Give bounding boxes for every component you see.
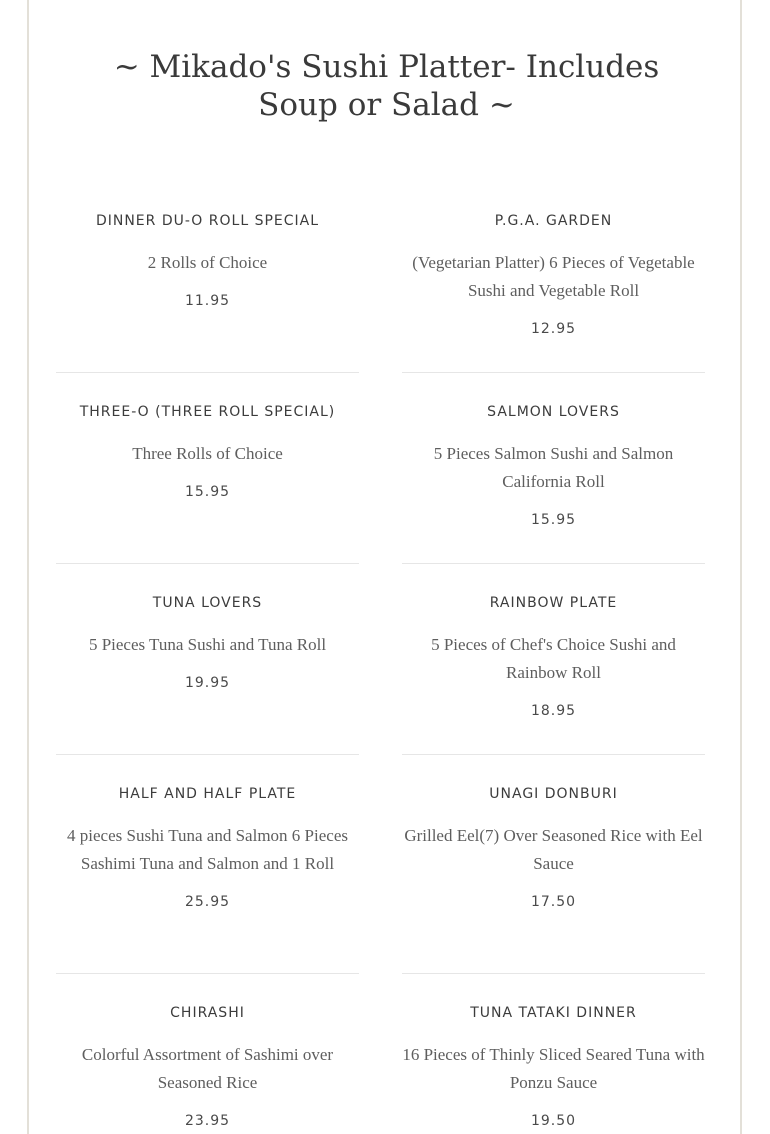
item-price: 25.95 [184,894,231,910]
item-description: 5 Pieces Tuna Sushi and Tuna Roll [88,635,327,654]
menu-item-tuna-tataki-dinner [402,1003,705,1131]
item-description: Colorful Assortment of Sashimi over Seasoned Rice [81,1045,334,1092]
item-description: 16 Pieces of Thinly Sliced Seared Tuna with Ponzu Sauce [402,1045,705,1092]
menu-item-chirashi [56,1003,359,1131]
item-price: 12.95 [530,321,577,337]
item-name: P.G.A. GARDEN [494,213,613,229]
menu-item-unagi-donburi [402,784,705,974]
item-price: 11.95 [184,293,231,309]
item-name: HALF AND HALF PLATE [118,786,297,802]
menu-item-dinner-duo-roll-special [56,211,359,373]
item-description: (Vegetarian Platter) 6 Pieces of Vegetable Sushi and Vegetable Roll [412,253,695,300]
item-description: 5 Pieces of Chef's Choice Sushi and Rainbow Roll [431,635,676,682]
item-name: THREE-O (THREE ROLL SPECIAL) [79,404,336,420]
item-description: Grilled Eel(7) Over Seasoned Rice with Eel Sauce [404,826,703,873]
menu-item-half-and-half-plate [56,784,359,974]
item-name: CHIRASHI [170,1005,245,1021]
item-name: RAINBOW PLATE [489,595,618,611]
item-price: 23.95 [184,1113,231,1129]
menu-item-three-o [56,402,359,564]
item-price: 18.95 [530,703,577,719]
item-name: TUNA TATAKI DINNER [470,1005,637,1021]
item-price: 19.95 [184,675,231,691]
item-description: 5 Pieces Salmon Sushi and Salmon California Roll [433,444,674,491]
menu-title: ~ Mikado's Sushi Platter- Includes Soup or Salad ~ [113,49,660,123]
item-price: 17.50 [530,894,577,910]
menu-item-pga-garden [402,211,705,373]
menu-item-salmon-lovers [402,402,705,564]
item-name: UNAGI DONBURI [489,786,618,802]
item-price: 19.50 [530,1113,577,1129]
item-price: 15.95 [530,512,577,528]
item-description: Three Rolls of Choice [132,444,283,463]
item-description: 2 Rolls of Choice [147,253,268,272]
menu-item-tuna-lovers [56,593,359,755]
item-name: SALMON LOVERS [487,404,620,420]
menu-page [27,0,742,1134]
item-description: 4 pieces Sushi Tuna and Salmon 6 Pieces Sashimi Tuna and Salmon and 1 Roll [67,826,348,873]
item-price: 15.95 [184,484,231,500]
menu-item-rainbow-plate [402,593,705,755]
item-name: TUNA LOVERS [152,595,263,611]
item-name: DINNER DU-O ROLL SPECIAL [95,213,320,229]
